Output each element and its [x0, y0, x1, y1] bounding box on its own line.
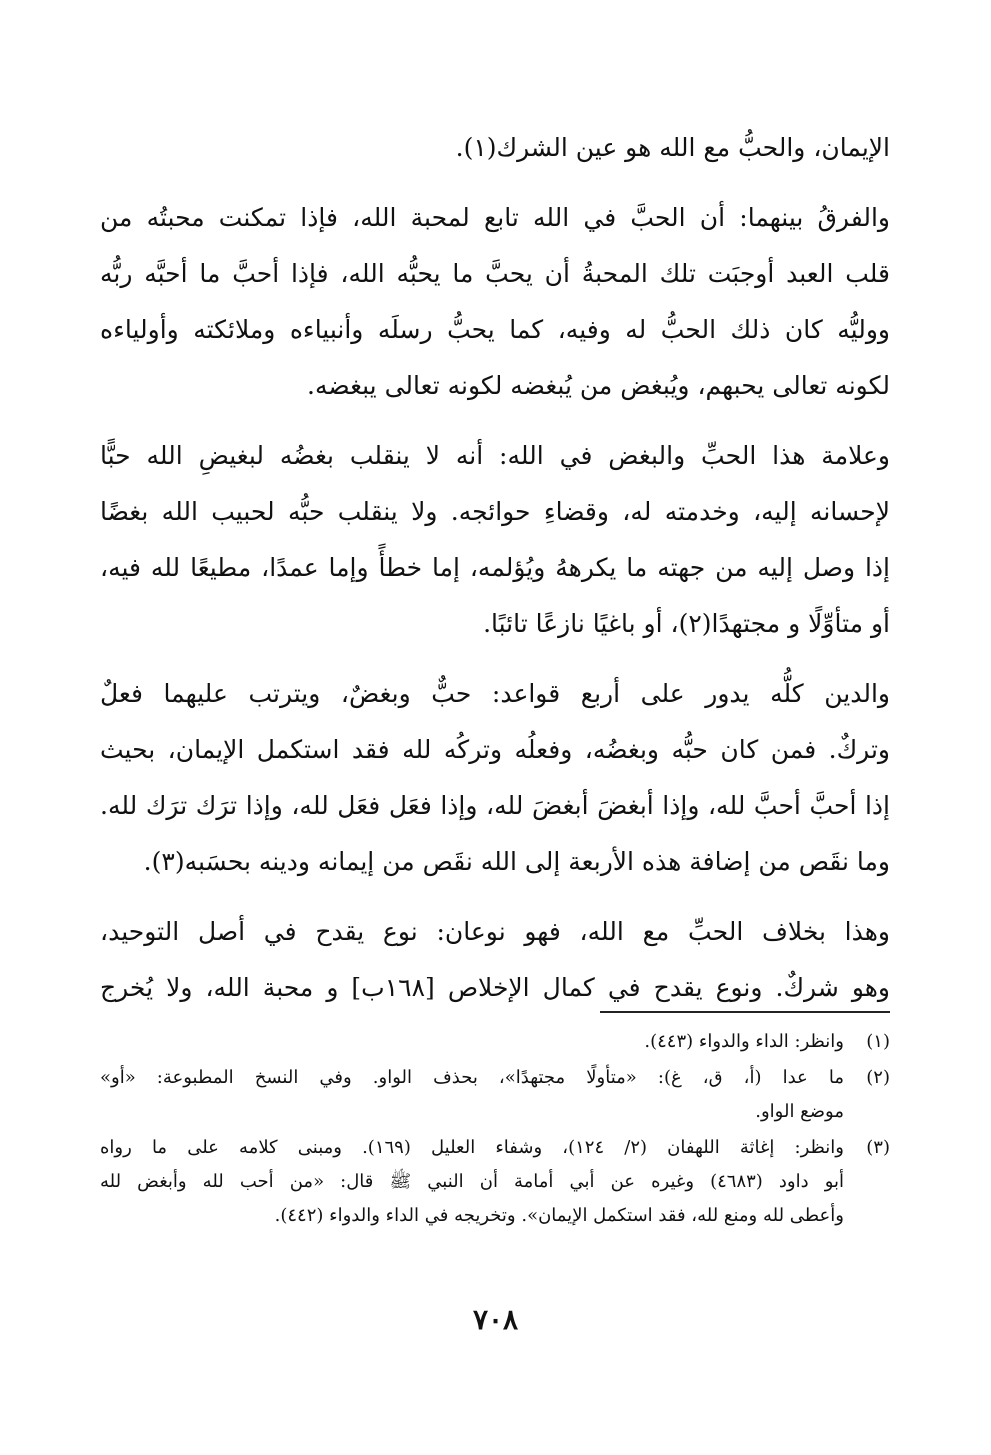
paragraph — [100, 120, 890, 176]
text-line: لإحسانه إليه، وخدمته له، وقضاءِ حوائجه. ولا ينقلب حبُّه لحبيب الله بغضًا — [100, 497, 890, 526]
footnote-line: وانظر: إغاثة اللهفان (٢/ ١٢٤)، وشفاء العليل (١٦٩). ومبنى كلامه على ما رواه — [100, 1137, 844, 1158]
text-line: إذا أحبَّ أحبَّ لله، وإذا أبغضَ أبغضَ لله، وإذا فعَل فعَل لله، وإذا ترَك ترَك لله. — [100, 791, 890, 820]
text-line: لكونه تعالى يحبهم، ويُبغض من يُبغضه لكونه تعالى يبغضه. — [307, 371, 890, 400]
footnote-line: ما عدا (أ، ق، غ): «متأولًا مجتهدًا»، بحذف الواو. وفي النسخ المطبوعة: «أو» — [100, 1067, 844, 1088]
footnote-divider — [600, 1011, 890, 1013]
text-line: أو متأوِّلًا و مجتهدًا(٢)، أو باغيًا نازعًا تائبًا. — [483, 609, 890, 638]
footnote-number: (٢) — [866, 1067, 890, 1088]
text-line: ووليُّه كان ذلك الحبُّ له وفيه، كما يحبُّ رسلَه وأنبياءه وملائكته وأولياءه — [100, 315, 890, 344]
footnote-line: أبو داود (٤٦٨٣) وغيره عن أبي أمامة أن النبي ﷺ قال: «من أحب لله وأبغض لله — [100, 1171, 845, 1192]
paragraph — [100, 428, 890, 652]
footnotes — [100, 1025, 890, 1233]
footnote-body — [100, 1025, 844, 1059]
text-line: والدين كلُّه يدور على أربع قواعد: حبٌّ وبغضٌ، ويترتب عليهما فعلٌ — [100, 679, 890, 708]
paragraph-gap — [100, 890, 890, 904]
page-number: ٧٠٨ — [472, 1303, 519, 1336]
footnote-line: وانظر: الداء والدواء (٤٤٣). — [644, 1031, 844, 1052]
footnote — [100, 1061, 890, 1129]
text-line: وعلامة هذا الحبِّ والبغض في الله: أنه لا ينقلب بغضُه لبغيضِ الله حبًّا — [100, 441, 890, 470]
paragraph — [100, 904, 890, 1016]
text-line: وتركٌ. فمن كان حبُّه وبغضُه، وفعلُه وتركُه لله فقد استكمل الإيمان، بحيث — [100, 735, 890, 764]
main-text — [100, 120, 890, 1016]
paragraph — [100, 666, 890, 890]
footnote-line: وأعطى لله ومنع لله، فقد استكمل الإيمان». وتخريجه في الداء والدواء (٤٤٢). — [274, 1205, 844, 1226]
text-line: الإيمان، والحبُّ مع الله هو عين الشرك(١). — [455, 133, 890, 162]
paragraph — [100, 190, 890, 414]
text-line: وما نقَص من إضافة هذه الأربعة إلى الله نقَص من إيمانه ودينه بحسَبه(٣). — [143, 847, 890, 876]
footnote-body — [100, 1131, 844, 1233]
paragraph-gap — [100, 176, 890, 190]
footnote — [100, 1131, 890, 1233]
footnote-body — [100, 1061, 844, 1129]
text-line: والفرقُ بينهما: أن الحبَّ في الله تابع لمحبة الله، فإذا تمكنت محبتُه من — [100, 203, 890, 232]
footnote-line: موضع الواو. — [755, 1101, 844, 1122]
footnote — [100, 1025, 890, 1059]
paragraph-gap — [100, 414, 890, 428]
text-line: وهو شركٌ. ونوع يقدح في كمال الإخلاص [١٦٨ب] و محبة الله، ولا يُخرج — [100, 973, 891, 1002]
text-line: وهذا بخلاف الحبِّ مع الله، فهو نوعان: نوع يقدح في أصل التوحيد، — [100, 917, 890, 946]
text-line: قلب العبد أوجبَت تلك المحبةُ أن يحبَّ ما يحبُّه الله، فإذا أحبَّ ما أحبَّه ربُّه — [100, 259, 890, 288]
paragraph-gap — [100, 652, 890, 666]
footnote-number: (١) — [866, 1031, 890, 1052]
text-line: إذا وصل إليه من جهته ما يكرههُ ويُؤلمه، إما خطأً وإما عمدًا، مطيعًا لله فيه، — [100, 553, 890, 582]
footnote-number: (٣) — [866, 1137, 890, 1158]
